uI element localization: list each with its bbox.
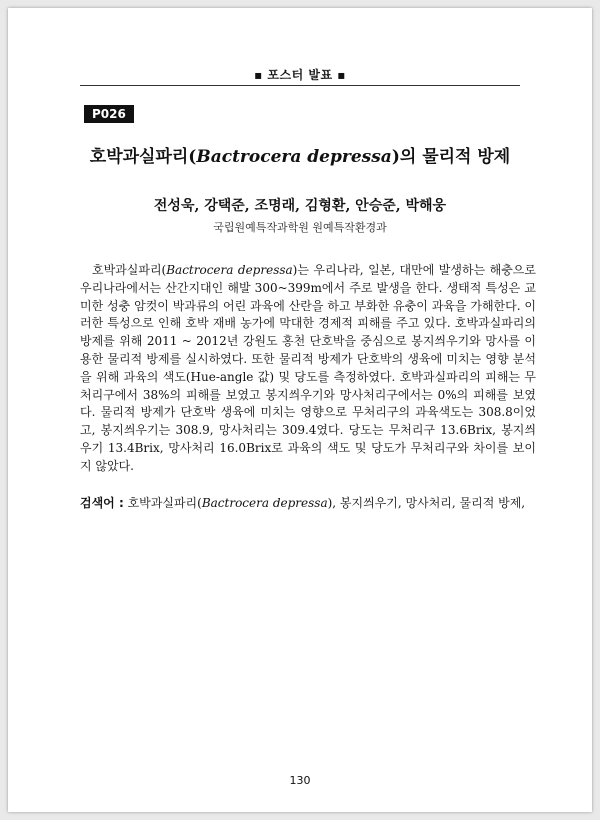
keywords-species: Bactrocera depressa	[201, 496, 328, 510]
author-list: 전성욱, 강택준, 조명래, 김형환, 안승준, 박해웅	[153, 198, 447, 214]
abstract-pre: 호박과실파리(	[92, 263, 167, 277]
affiliation: 국립원예특작과학원 원예특작환경과	[213, 221, 387, 234]
keywords-post: ), 봉지씌우기, 망사처리, 물리적 방제,	[327, 496, 526, 510]
paper-title	[8, 142, 592, 167]
title-suffix: )의 물리적 방제	[391, 147, 511, 167]
keywords-pre: 호박과실파리(	[123, 496, 202, 510]
header-divider	[80, 85, 520, 86]
keywords	[80, 494, 536, 511]
document-page	[8, 8, 592, 812]
title-prefix: 호박과실파리(	[89, 147, 197, 167]
section-header: ▪ 포스터 발표 ▪	[254, 68, 346, 82]
title-species: Bactrocera depressa	[196, 147, 392, 167]
page-number: 130	[289, 774, 311, 787]
poster-code-badge: P026	[84, 105, 134, 123]
abstract	[80, 262, 536, 476]
abstract-species: Bactrocera depressa	[166, 263, 293, 277]
abstract-body: )는 우리나라, 일본, 대만에 발생하는 해충으로 우리나라에서는 산간지대인 해발 300~399m에서 주로 발생을 한다. 생태적 특성은 교미한 성충 암컷이 박과류의 어린 과육에 산란을 하고 부화한 유충이 과육을 가해한다. 이러한 특성으로 인해 호박 재배 농가에 막대한 경제적 피해를 주고 있다. 호박과실파리의 방제를 위해 2011 ~ 2012년 강원도 홍천 단호박을 중심으로 봉지씌우기와 망사를 이용한 물리적 방제를 실시하였다. 또한 물리적 방제가 단호박의 생육에 미치는 영향 분석을 위해 과육의 색도(Hue-angle 값) 및 당도를 측정하였다. 호박과실파리의 피해는 무처리구에서 38%의 피해를 보였고 봉지씌우기와 망사처리구에서는 0%의 피해를 보였다. 물리적 방제가 단호박 생육에 미치는 영향으로 무처리구의 과육색도는 308.8이었고, 봉지씌우기는 308.9, 망사처리는 309.4였다. 당도는 무처리구 13.6Brix, 봉지씌우기 13.4Brix, 망사처리 16.0Brix로 과육의 색도 및 당도가 무처리구와 차이를 보이지 않았다.	[80, 263, 536, 473]
keywords-label: 검색어 :	[80, 496, 124, 510]
